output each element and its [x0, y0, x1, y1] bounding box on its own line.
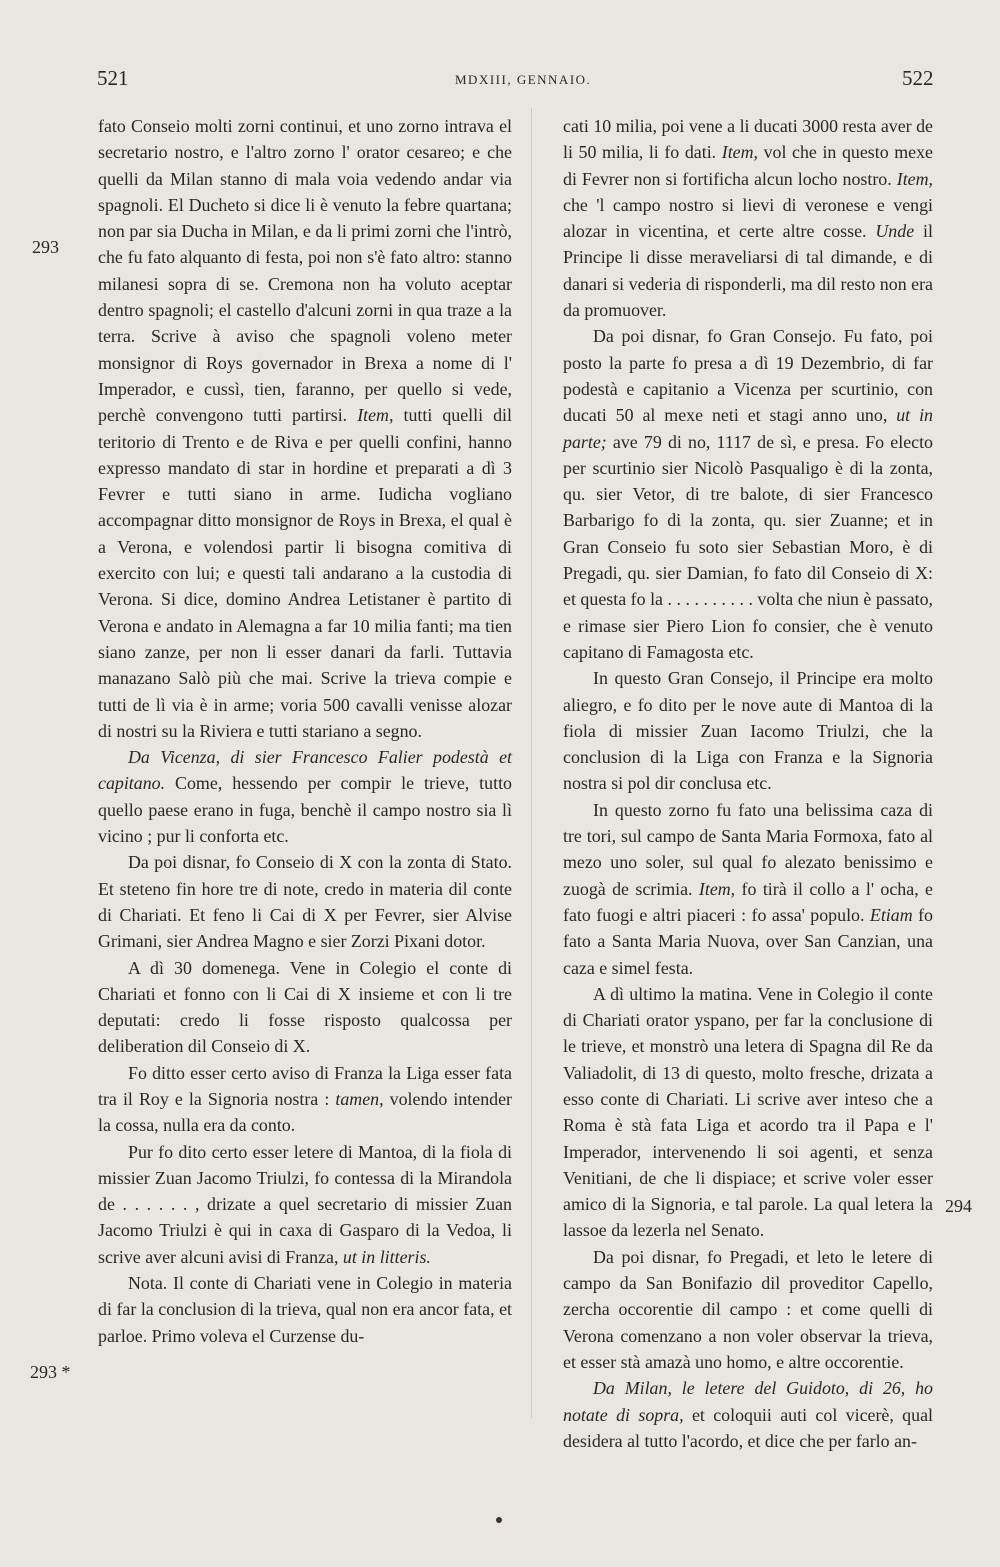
paragraph: Fo ditto esser certo aviso di Franza la Liga esser fata tra il Roy e la Signoria nostra : tamen, volendo intender la cossa, nulla era da conto. [98, 1062, 512, 1136]
ink-spot [496, 1517, 502, 1523]
paragraph: Da Vicenza, di sier Francesco Falier podestà et capitano. Come, hessendo per compir le trieve, tutto quello paese erano in fuga, benchè il campo nostro sia lì vicino ; pur li conforta etc. [98, 747, 512, 847]
left-column [98, 113, 512, 1349]
margin-number: 293 * [30, 1362, 71, 1382]
paragraph: Nota. Il conte di Chariati vene in Colegio in materia di far la conclusion di la trieva, qual non era ancor fata, et parloe. Primo voleva el Curzense du- [98, 1273, 512, 1346]
margin-number: 293 [32, 237, 59, 257]
paragraph: cati 10 milia, poi vene a li ducati 3000 resta aver de li 50 milia, li fo dati. Item, vol che in questo mexe di Fevrer non si fortificha alcun locho nostro. Item, che 'l campo nostro si lievi di veronese e vengi alozar in vicentina, et certe altre cosse. Unde il Principe li disse meraveliarsi di tal dimande, e di danari si vederia di risponderli, ma dil resto non era da promuover. [563, 116, 933, 321]
paragraph: A dì 30 domenega. Vene in Colegio el conte di Chariati et fonno con li Cai di X insieme et con li tre deputati: credo li fosse risposto qualcossa per deliberation dil Conseio di X. [98, 957, 512, 1057]
margin-number: 294 [945, 1196, 972, 1216]
column-divider [531, 108, 532, 1418]
paragraph: A dì ultimo la matina. Vene in Colegio il conte di Chariati orator yspano, per far la conclusione di le trieve, et monstrò una letera di Spagna dil Re da Valiadolit, di 13 di questo, molto fresche, drizata a esso conte di Chariati. Li scrive aver inteso che a Roma è stà fata Liga et acordo tra il Papa e l' Imperador, intervenendo li soi agenti, et senza Venitiani, de che li dispiace; et scrive voler esser amico di la Signoria, e tal parole. La qual letera la lassoe da lezerla nel Senato. [563, 983, 933, 1241]
paragraph: fato Conseio molti zorni continui, et uno zorno intrava el secretario nostro, e l'altro zorno l' orator cesareo; e che quelli da Milan stanno di mala voia vedendo andar via spagnoli. El Ducheto si dice li è venuto la febre quartana; non par sia Ducha in Milan, e da li primi zorni che l'intrò, che fu fato alquanto di festa, poi non s'è fato altro: stanno milanesi sopra di se. Cremona non ha voluto aceptar dentro spagnoli; el castello d'alcuni zorni in qua traze a la terra. Scrive à aviso che spagnoli voleno meter monsignor di Roys governador in Brexa a nome di l' Imperador, e cussì, tien, faranno, per quello si vede, perchè convengono tutti partirsi. Item, tutti quelli dil teritorio di Trento e de Riva e per quelli confini, hanno expresso mandato di star in hordine et preparati a dì 3 Fevrer e tutti siano in arme. Iudicha vogliano accompagnar ditto monsignor de Roys in Brexa, el qual è a Verona, e volendosi partir li bisogna comitiva di exercito con lui; e questi tali andarano a la custodia di Verona. Si dice, domino Andrea Letistaner è partito di Verona e andato in Alemagna a far 10 milia fanti; ma tien siano zanze, per non li esser danari da farli. Tuttavia manazano Salò più che mai. Scrive la trieva compie e tutti de lì via è in arme; voria 500 cavalli venisse alozar di nostri su la Riviera e tutti stariano a segno. [98, 116, 512, 741]
paragraph: Da poi disnar, fo Gran Consejo. Fu fato, poi posto la parte fo presa a dì 19 Dezembrio, di far podestà e capitanio a Vicenza per scurtinio, con ducati 50 al mexe neti et stagi anno uno, ut in parte; ave 79 di no, 1117 de sì, e presa. Fo electo per scurtinio sier Nicolò Pasqualigo è di la zonta, qu. sier Vetor, di tre balote, di sier Francesco Barbarigo fo di la zonta, qu. sier Zuanne; et in Gran Conseio fu soto sier Sebastian Moro, è di Pregadi, qu. sier Damian, fo fato dil Conseio di X: et questa fo la . . . . . . . . . . volta che niun è passato, e rimase sier Piero Lion fo consier, che è venuto capitano di Famagosta etc. [563, 326, 933, 662]
running-head: MDXIII, GENNAIO. [455, 72, 592, 87]
page-header [0, 66, 1000, 96]
right-column [563, 113, 933, 1454]
paragraph: Pur fo dito certo esser letere di Mantoa, di la fiola di missier Zuan Jacomo Triulzi, fo contessa di la Mirandola de . . . . . . , drizate a quel secretario di missier Zuan Jacomo Triulzi è qui in caxa di Gasparo di la Vedoa, li scrive aver alcuni avisi di Franza, ut in litteris. [98, 1141, 512, 1267]
paragraph: Da poi disnar, fo Conseio di X con la zonta di Stato. Et steteno fin hore tre di note, credo in materia dil conte di Chariati. Et feno li Cai di X per Fevrer, sier Alvise Grimani, sier Andrea Magno e sier Zorzi Pixani dotor. [98, 852, 512, 952]
paragraph: In questo zorno fu fato una belissima caza di tre tori, sul campo de Santa Maria Formoxa, fato al mezo uno soler, sul qual fo alezato benissimo e zuogà de scrimia. Item, fo tirà il collo a l' ocha, e fato fuogi e altri piaceri : fo assa' populo. Etiam fo fato a Santa Maria Nuova, over San Canzian, una caza e simel festa. [563, 799, 933, 978]
page-number-right: 522 [902, 66, 934, 90]
paragraph: In questo Gran Consejo, il Principe era molto aliegro, e fo dito per le nove aute di Mantoa di la fiola di missier Zuan Iacomo Triulzi, che la conclusion di la Liga con Franza e la Signoria nostra si pol dir conclusa etc. [563, 668, 933, 794]
paragraph: Da Milan, le letere del Guidoto, di 26, ho notate di sopra, et coloquii auti col vicerè, qual desidera al tutto l'acordo, et dice che per farlo an- [563, 1378, 933, 1451]
page-number-left: 521 [97, 66, 129, 90]
paragraph: Da poi disnar, fo Pregadi, et leto le letere di campo da San Bonifazio dil proveditor Capello, zercha occorentie dil campo : et come quelli di Verona comenzano a non voler observar la trieva, et esser stà amazà uno homo, e altre occorentie. [563, 1246, 933, 1372]
